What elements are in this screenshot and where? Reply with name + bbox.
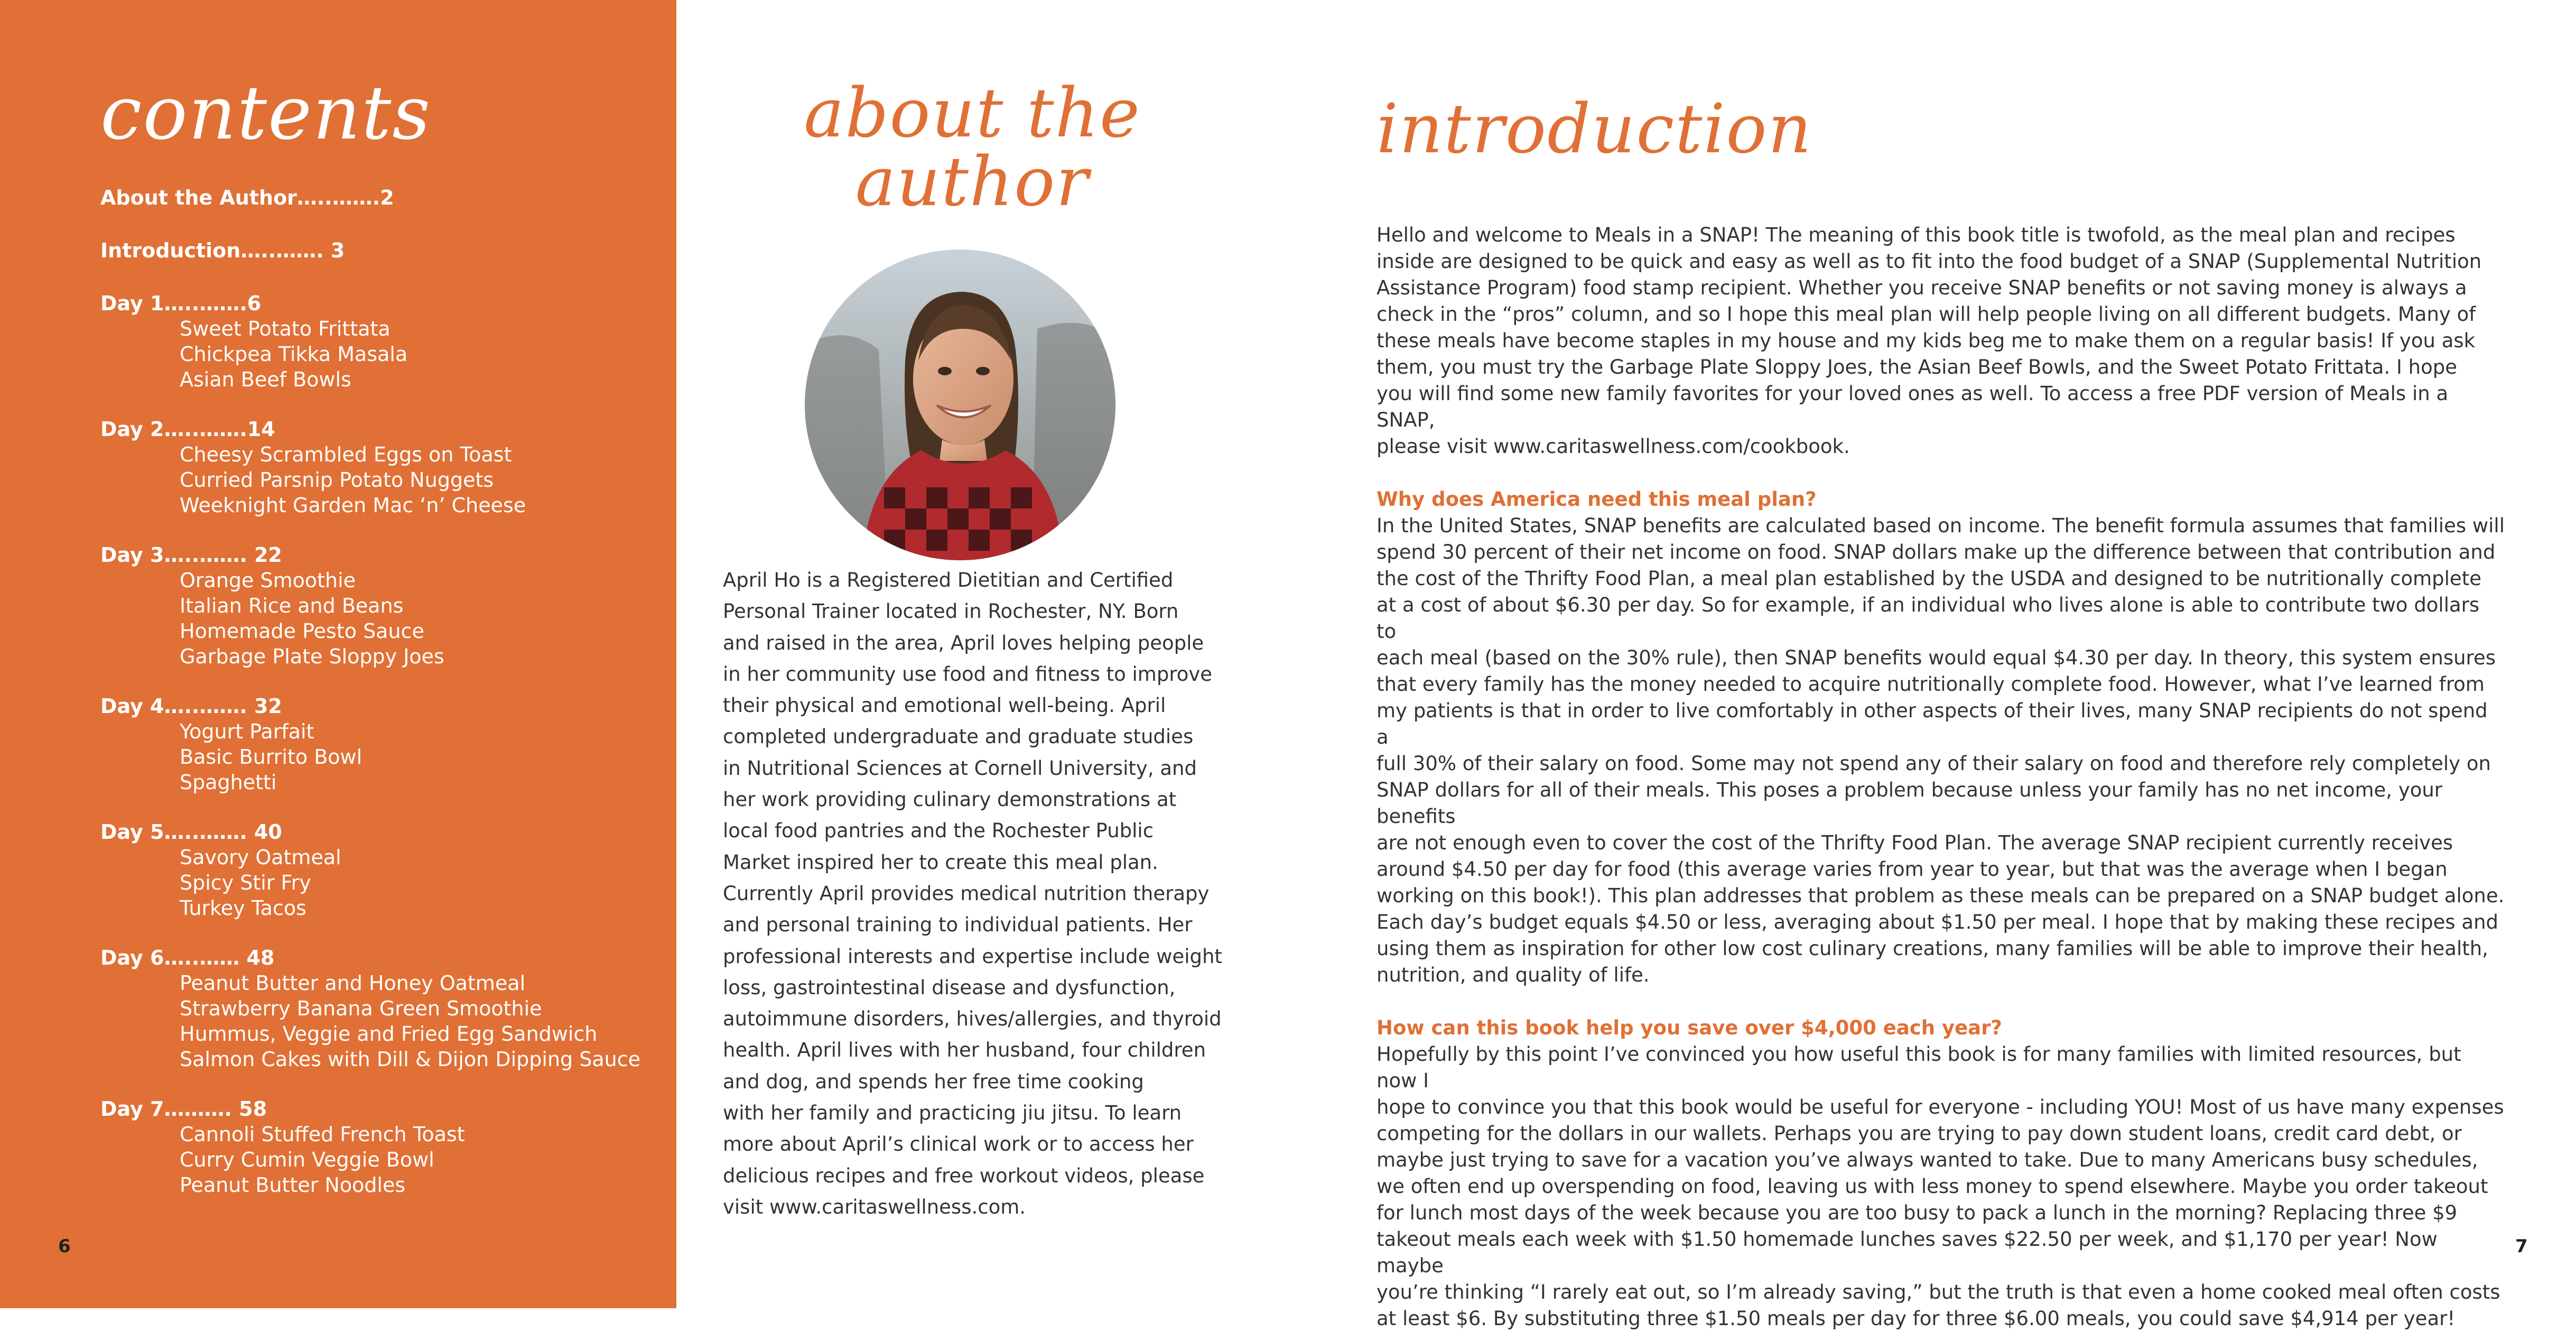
about-author-title-line2: author bbox=[855, 143, 1090, 221]
intro-line: takeout meals each week with $1.50 homemade lunches saves $22.50 per week, and $1,170 per year! Now maybe bbox=[1377, 1228, 2438, 1277]
page-number-left: 6 bbox=[58, 1236, 71, 1257]
author-bio bbox=[723, 565, 1230, 1223]
toc-heading[interactable]: Day 3…..……. 22 bbox=[100, 543, 282, 567]
intro-line: Each day’s budget equals $4.50 or less, averaging about $1.50 per meal. I hope that by making these recipes and bbox=[1377, 911, 2499, 933]
toc-recipe[interactable]: Yogurt Parfait bbox=[180, 720, 314, 743]
toc-recipe[interactable]: Homemade Pesto Sauce bbox=[180, 619, 424, 643]
toc-heading[interactable]: Day 5…..……. 40 bbox=[100, 820, 282, 844]
bio-line: Personal Trainer located in Rochester, NY. Born bbox=[723, 600, 1179, 623]
bio-line: Market inspired her to create this meal plan. bbox=[723, 850, 1158, 874]
intro-line: around $4.50 per day for food (this average varies from year to year, but that was the average when I began bbox=[1377, 858, 2448, 881]
toc-recipe[interactable]: Garbage Plate Sloppy Joes bbox=[180, 645, 444, 668]
bio-line: completed undergraduate and graduate studies bbox=[723, 725, 1194, 748]
toc-recipe[interactable]: Cheesy Scrambled Eggs on Toast bbox=[180, 443, 512, 466]
intro-line: we often end up overspending on food, leaving us with less money to spend elsewhere. Maybe you order takeout bbox=[1377, 1175, 2488, 1198]
intro-line: at a cost of about $6.30 per day. So for example, if an individual who lives alone is able to contribute two dollars to bbox=[1377, 594, 2480, 643]
bio-line: their physical and emotional well-being. April bbox=[723, 694, 1166, 717]
bio-line: autoimmune disorders, hives/allergies, and thyroid bbox=[723, 1007, 1222, 1031]
toc-heading[interactable]: Day 6…..…… 48 bbox=[100, 946, 275, 969]
toc-entry bbox=[100, 291, 661, 392]
toc-recipe[interactable]: Salmon Cakes with Dill & Dijon Dipping Sauce bbox=[180, 1048, 640, 1071]
contents-title: contents bbox=[100, 70, 432, 156]
toc-entry bbox=[100, 542, 661, 669]
intro-line: using them as inspiration for other low cost culinary creations, many families will be able to improve their health, bbox=[1377, 937, 2488, 960]
toc-heading[interactable]: Day 7………. 58 bbox=[100, 1097, 267, 1121]
toc-recipe[interactable]: Curried Parsnip Potato Nuggets bbox=[180, 468, 494, 492]
intro-line: are not enough even to cover the cost of the Thrifty Food Plan. The average SNAP recipient currently receives bbox=[1377, 831, 2453, 854]
paragraph-gap bbox=[1377, 988, 2505, 1015]
bio-line: local food pantries and the Rochester Public bbox=[723, 819, 1154, 843]
bio-line: in Nutritional Sciences at Cornell University, and bbox=[723, 756, 1197, 780]
intro-line: them, you must try the Garbage Plate Sloppy Joes, the Asian Beef Bowls, and the Sweet Potato Frittata. I hope bbox=[1377, 356, 2457, 378]
bio-line: and dog, and spends her free time cooking bbox=[723, 1070, 1144, 1093]
intro-line: maybe just trying to save for a vacation you’ve always wanted to take. Due to many Americans busy schedules, bbox=[1377, 1149, 2478, 1171]
table-of-contents bbox=[100, 185, 661, 1222]
toc-entry bbox=[100, 945, 661, 1072]
bio-line: more about April’s clinical work or to access her bbox=[723, 1133, 1194, 1156]
intro-line: check in the “pros” column, and so I hope this meal plan will help people living on all different budgets. Many of bbox=[1377, 303, 2476, 326]
bio-line: her work providing culinary demonstrations at bbox=[723, 788, 1177, 811]
intro-line: you’re thinking “I rarely eat out, so I’m already saving,” but the truth is that even a home cooked meal often costs bbox=[1377, 1281, 2500, 1303]
toc-recipe[interactable]: Peanut Butter and Honey Oatmeal bbox=[180, 972, 526, 995]
toc-entry bbox=[100, 1096, 661, 1198]
bio-line: April Ho is a Registered Dietitian and Certified bbox=[723, 569, 1174, 591]
intro-line: In the United States, SNAP benefits are calculated based on income. The benefit formula assumes that families will bbox=[1377, 514, 2505, 537]
toc-recipe[interactable]: Sweet Potato Frittata bbox=[180, 317, 390, 340]
toc-entry bbox=[100, 238, 661, 263]
toc-entry bbox=[100, 417, 661, 518]
bio-line: professional interests and expertise include weight bbox=[723, 945, 1222, 968]
intro-line: working on this book!). This plan addresses that problem as these meals can be prepared on a SNAP budget alone. bbox=[1377, 884, 2505, 907]
intro-line: you will find some new family favorites for your loved ones as well. To access a free PDF version of Meals in a SNAP, bbox=[1377, 382, 2449, 431]
intro-line: full 30% of their salary on food. Some may not spend any of their salary on food and therefore rely completely on bbox=[1377, 752, 2491, 775]
toc-recipe[interactable]: Weeknight Garden Mac ‘n’ Cheese bbox=[180, 494, 526, 517]
toc-recipe[interactable]: Asian Beef Bowls bbox=[180, 368, 351, 391]
toc-recipe[interactable]: Cannoli Stuffed French Toast bbox=[180, 1123, 465, 1146]
intro-line: Hello and welcome to Meals in a SNAP! The meaning of this book title is twofold, as the meal plan and recipes bbox=[1377, 224, 2456, 246]
section-heading: How can this book help you save over $4,000 each year? bbox=[1377, 1016, 2002, 1039]
bio-line: health. April lives with her husband, four children bbox=[723, 1039, 1206, 1062]
toc-heading[interactable]: Day 2…..…….14 bbox=[100, 418, 275, 441]
toc-recipe[interactable]: Savory Oatmeal bbox=[180, 846, 341, 869]
intro-line: nutrition, and quality of life. bbox=[1377, 964, 1650, 986]
intro-line: for lunch most days of the week because you are too busy to pack a lunch in the morning? Replacing three $9 bbox=[1377, 1201, 2458, 1224]
toc-recipe[interactable]: Basic Burrito Bowl bbox=[180, 745, 362, 769]
toc-recipe[interactable]: Hummus, Veggie and Fried Egg Sandwich bbox=[180, 1022, 598, 1046]
contents-panel bbox=[0, 0, 676, 1308]
bio-line: and personal training to individual patients. Her bbox=[723, 913, 1193, 937]
introduction-body bbox=[1377, 222, 2505, 1332]
toc-recipe[interactable]: Spicy Stir Fry bbox=[180, 871, 311, 894]
intro-line: competing for the dollars in our wallets. Perhaps you are trying to pay down student loans, credit card debt, or bbox=[1377, 1122, 2462, 1145]
toc-recipe[interactable]: Spaghetti bbox=[180, 771, 277, 794]
bio-line: loss, gastrointestinal disease and dysfunction, bbox=[723, 976, 1176, 999]
toc-recipe[interactable]: Turkey Tacos bbox=[180, 896, 306, 920]
toc-recipe[interactable]: Peanut Butter Noodles bbox=[180, 1173, 406, 1197]
intro-line: my patients is that in order to live comfortably in other aspects of their lives, many SNAP recipients do not spend a bbox=[1377, 699, 2488, 748]
intro-line: these meals have become staples in my house and my kids beg me to make them on a regular basis! If you ask bbox=[1377, 329, 2476, 352]
toc-entry bbox=[100, 693, 661, 795]
toc-heading[interactable]: Day 1…..…….6 bbox=[100, 292, 262, 315]
intro-line: each meal (based on the 30% rule), then SNAP benefits would equal $4.30 per day. In theory, this system ensures bbox=[1377, 646, 2496, 669]
intro-line: please visit www.caritaswellness.com/cookbook. bbox=[1377, 435, 1850, 458]
intro-line: Hopefully by this point I’ve convinced you how useful this book is for many families with limited resources, but now I bbox=[1377, 1043, 2461, 1092]
bio-line: with her family and practicing jiu jitsu. To learn bbox=[723, 1102, 1182, 1125]
intro-line: SNAP dollars for all of their meals. This poses a problem because unless your family has no net income, your benefits bbox=[1377, 779, 2443, 828]
intro-line: the cost of the Thrifty Food Plan, a meal plan established by the USDA and designed to be nutritionally complete bbox=[1377, 567, 2481, 590]
toc-recipe[interactable]: Curry Cumin Veggie Bowl bbox=[180, 1148, 434, 1171]
toc-entry bbox=[100, 185, 661, 210]
intro-line: at least $6. By substituting three $1.50 meals per day for three $6.00 meals, you could save $4,914 per year! bbox=[1377, 1307, 2456, 1330]
section-heading: Why does America need this meal plan? bbox=[1377, 488, 1817, 511]
bio-line: delicious recipes and free workout videos, please bbox=[723, 1164, 1205, 1187]
toc-heading[interactable]: About the Author…..…….2 bbox=[100, 186, 394, 209]
bio-line: Currently April provides medical nutrition therapy bbox=[723, 882, 1210, 905]
toc-entry bbox=[100, 819, 661, 921]
intro-line: hope to convince you that this book would be useful for everyone - including YOU! Most of us have many expenses bbox=[1377, 1096, 2504, 1118]
toc-recipe[interactable]: Chickpea Tikka Masala bbox=[180, 343, 408, 366]
introduction-title: introduction bbox=[1377, 90, 1812, 169]
page-number-right: 7 bbox=[2515, 1236, 2528, 1257]
about-author-title-line1: about the bbox=[804, 74, 1141, 153]
toc-heading[interactable]: Day 4…..……. 32 bbox=[100, 695, 282, 718]
toc-recipe[interactable]: Orange Smoothie bbox=[180, 569, 356, 592]
toc-heading[interactable]: Introduction…..……. 3 bbox=[100, 239, 345, 262]
bio-line: visit www.caritaswellness.com. bbox=[723, 1195, 1026, 1218]
intro-line: Assistance Program) food stamp recipient. Whether you receive SNAP benefits or not saving money is always a bbox=[1377, 276, 2467, 299]
toc-recipe[interactable]: Strawberry Banana Green Smoothie bbox=[180, 997, 542, 1020]
bio-line: and raised in the area, April loves helping people bbox=[723, 631, 1204, 654]
toc-recipe[interactable]: Italian Rice and Beans bbox=[180, 594, 404, 617]
intro-line: that every family has the money needed to acquire nutritionally complete food. However, what I’ve learned from bbox=[1377, 673, 2485, 696]
author-photo bbox=[805, 249, 1115, 560]
bio-line: in her community use food and fitness to improve bbox=[723, 662, 1213, 686]
paragraph-gap bbox=[1377, 460, 2505, 486]
about-author-title bbox=[734, 74, 1210, 221]
intro-line: inside are designed to be quick and easy as well as to fit into the food budget of a SNAP (Supplemental Nutrition bbox=[1377, 250, 2482, 273]
intro-line: spend 30 percent of their net income on food. SNAP dollars make up the difference between that contribution and bbox=[1377, 541, 2496, 563]
